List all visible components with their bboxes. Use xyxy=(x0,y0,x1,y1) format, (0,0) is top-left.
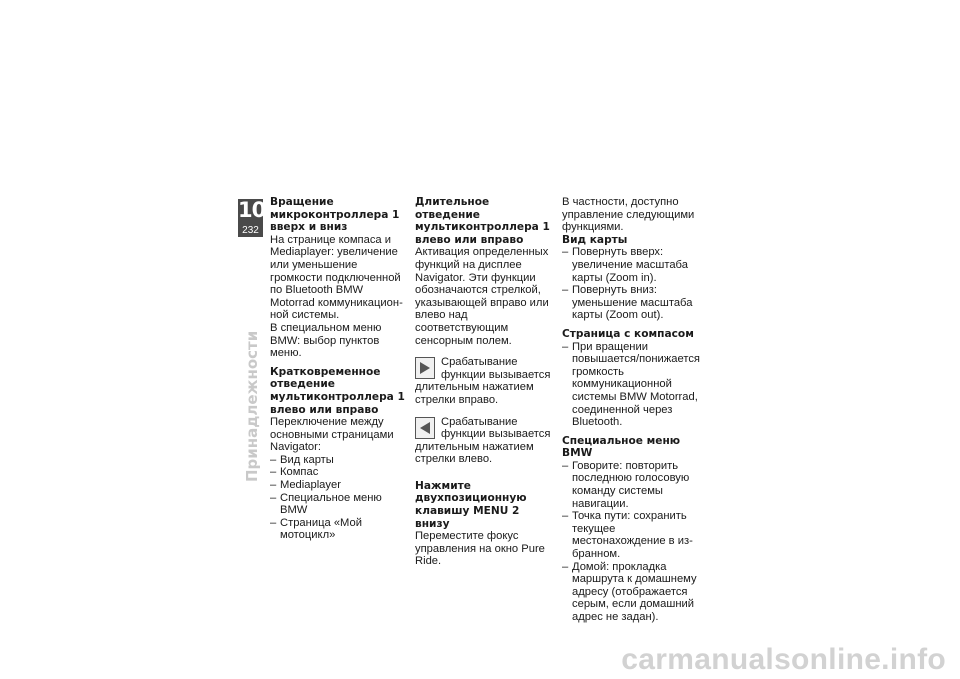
bmw-menu-list xyxy=(562,460,704,624)
list-item: – Повернуть вверх: увеличение масштаба карты (Zoom in). xyxy=(562,246,704,284)
heading-compass-page: Страница с компасом xyxy=(562,327,694,340)
list-item: – Вид карты xyxy=(270,454,410,467)
heading-rotate-controller: Вращение микроконтроллера 1 вверх и вниз xyxy=(270,196,400,234)
column-1 xyxy=(270,196,410,542)
list-item: – Домой: прокладка маршрута к домашнему адресу (отображается серым, если домашний адрес не задан). xyxy=(562,561,704,624)
paragraph: Переключение между основными страницами Navigator: xyxy=(270,416,394,454)
list-item: – Компас xyxy=(270,466,410,479)
chapter-number: 10 xyxy=(238,198,266,222)
map-view-list xyxy=(562,246,704,322)
paragraph: В специальном меню BMW: выбор пунктов меню. xyxy=(270,321,382,360)
paragraph: Активация определенных функций на дисплее Navigator. Эти функции обозначаются стрелкой, указывающей вправо или влево над соответствующим сенсорным полем. xyxy=(415,246,549,347)
heading-map-view: Вид карты xyxy=(562,233,628,246)
heading-short-tilt: Кратковременное отведение мультиконтроллера 1 влево или вправо xyxy=(270,365,405,416)
page-number: 232 xyxy=(242,225,259,236)
watermark: carmanualsonline.info xyxy=(621,643,946,676)
arrow-left-icon xyxy=(415,417,435,439)
note-right xyxy=(415,356,555,406)
arrow-right-icon xyxy=(415,357,435,379)
note-text: Срабатывание функции вызывается длительным нажатием стрелки влево. xyxy=(415,415,551,466)
paragraph: В частности, доступно управление следующими функциями. xyxy=(562,196,695,234)
list-item: – Повернуть вниз: уменьшение масштаба карты (Zoom out). xyxy=(562,284,704,322)
navigator-pages-list xyxy=(270,454,410,542)
heading-menu-key: Нажмите двухпозиционную клавишу MENU 2 внизу xyxy=(415,479,527,530)
note-left xyxy=(415,416,555,466)
heading-long-tilt: Длительное отведение мультиконтроллера 1 влево или вправо xyxy=(415,196,550,246)
column-2 xyxy=(415,196,555,568)
paragraph: На странице компаса и Mediaplayer: увеличение или уменьшение громкости подключенной по Bluetooth BMW Motorrad коммуникационной системы. xyxy=(270,233,403,322)
list-item: – Специальное меню BMW xyxy=(270,492,410,517)
note-text: Срабатывание функции вызывается длительным нажатием стрелки вправо. xyxy=(415,356,551,406)
list-item: – Mediaplayer xyxy=(270,479,410,492)
compass-list xyxy=(562,341,704,429)
heading-bmw-menu: Специальное меню BMW xyxy=(562,434,681,460)
list-item: – Страница «Мой мотоцикл» xyxy=(270,517,410,542)
list-item: – Точка пути: сохранить текущее местонахождение в избранном. xyxy=(562,510,704,560)
paragraph: Переместите фокус управления на окно Pure Ride. xyxy=(415,530,545,568)
column-3 xyxy=(562,196,704,624)
section-title: Принадлежности xyxy=(243,330,261,482)
list-item: – При вращении повышается/понижается громкость коммуникационной системы BMW Motorrad, соединенной через Bluetooth. xyxy=(562,341,704,429)
list-item: – Говорите: повторить последнюю голосовую команду системы навигации. xyxy=(562,460,704,510)
